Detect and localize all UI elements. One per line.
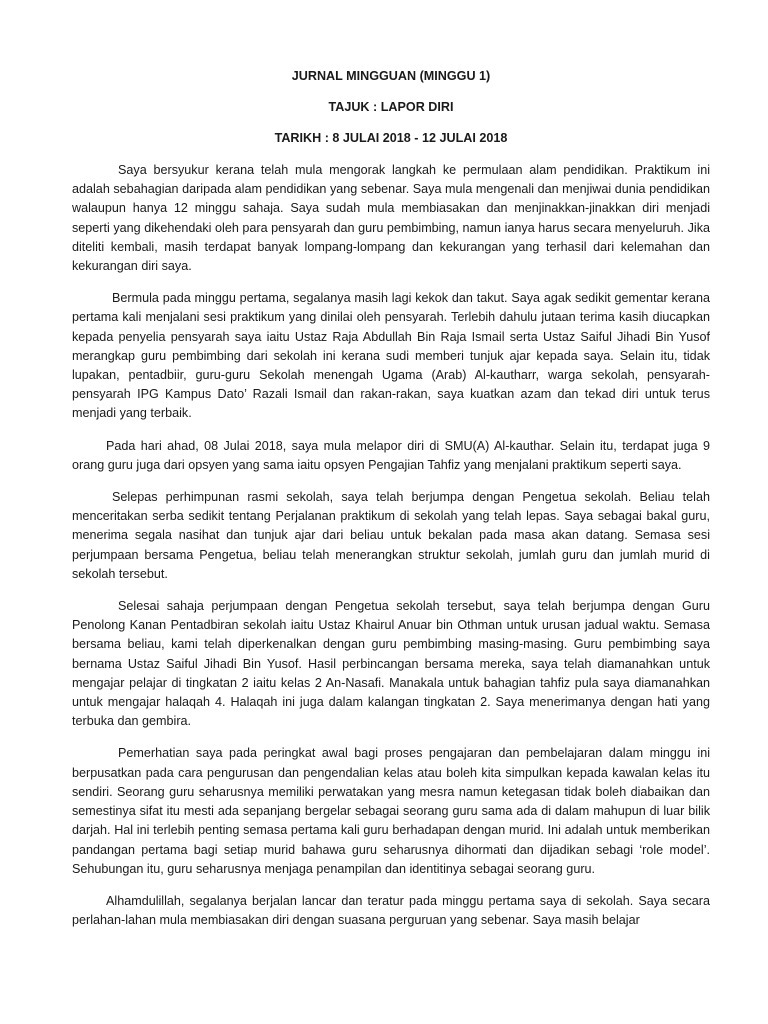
paragraph-1: Saya bersyukur kerana telah mula mengorak langkah ke permulaan alam pendidikan. Praktikum ini adalah sebahagian daripada alam pendidikan yang sebenar. Saya mula mengenali dan menjiwai dunia pendidikan walaupun hanya 12 minggu sahaja. Saya sudah mula membiasakan dan menjinakkan-jinakkan diri menjadi seperti yang dikehendaki oleh para pensyarah dan guru pembimbing, namun ianya harus secara menyeluruh. Jika diteliti kembali, masih terdapat banyak lompang-lompang dan kekurangan yang terhasil dari kelemahan dan kekurangan diri saya. bbox=[72, 163, 710, 274]
paragraph-2: Bermula pada minggu pertama, segalanya masih lagi kekok dan takut. Saya agak sedikit gementar kerana pertama kali menjalani sesi praktikum yang dinilai oleh pensyarah. Terlebih dahulu jutaan terima kasih diucapkan kepada penyelia pensyarah saya iaitu Ustaz Raja Abdullah Bin Raja Ismail serta Ustaz Saiful Jihadi Bin Yusof merangkap guru pembimbing dari sekolah ini kerana sudi memberi tunjuk ajar kepada saya. Selain itu, tidak lupakan, pentadbiir, guru-guru Sekolah menengah Ugama (Arab) Al-kautharr, warga sekolah, pensyarah-pensyarah IPG Kampus Dato’ Razali Ismail dan rakan-rakan, saya kuatkan azam dan tekad diri untuk terus menjadi yang terbaik. bbox=[72, 291, 710, 421]
paragraph-3: Pada hari ahad, 08 Julai 2018, saya mula melapor diri di SMU(A) Al-kauthar. Selain itu, terdapat juga 9 orang guru juga dari opsyen yang sama iaitu opsyen Pengajian Tahfiz yang menjalani praktikum seperti saya. bbox=[72, 438, 710, 472]
journal-title: JURNAL MINGGUAN (MINGGU 1) bbox=[291, 69, 491, 83]
paragraph-6: Pemerhatian saya pada peringkat awal bagi proses pengajaran dan pembelajaran dalam minggu ini berpusatkan pada cara pengurusan dan pengendalian kelas atau boleh kita simpulkan kepada kawalan kelas itu sendiri. Seorang guru seharusnya memiliki perwatakan yang mesra namun ketegasan tidak boleh diabaikan dan semestinya sifat itu mesti ada sepanjang bergelar sebagai seorang guru sama ada di dalam mahupun di luar bilik darjah. Hal ini terlebih penting semasa pertama kali guru berhadapan dengan murid. Ini adalah untuk memberikan pandangan pertama bagi setiap murid bahawa guru seharusnya dihormati dan dijadikan sebagi ‘role model’. Sehubungan itu, guru seharusnya menjaga penampilan dan identitinya sebagai seorang guru. bbox=[72, 746, 710, 876]
paragraph-5: Selesai sahaja perjumpaan dengan Pengetua sekolah tersebut, saya telah berjumpa dengan Guru Penolong Kanan Pentadbiran sekolah iaitu Ustaz Khairul Anuar bin Othman untuk urusan jadual waktu. Semasa bersama beliau, kami telah diperkenalkan dengan guru pembimbing masing-masing. Guru pembimbing saya bernama Ustaz Saiful Jihadi Bin Yusof. Hasil perbincangan bersama mereka, saya telah diamanahkan untuk mengajar pelajar di tingkatan 2 iaitu kelas 2 An-Nasafi. Manakala untuk bahagian tahfiz pula saya diamanahkan untuk mengajar halaqah 4. Halaqah ini juga dalam kalangan tingkatan 2. Saya menerimanya dengan hati yang terbuka dan gembira. bbox=[72, 599, 710, 729]
journal-date: TARIKH : 8 JULAI 2018 - 12 JULAI 2018 bbox=[274, 131, 508, 145]
paragraph-4: Selepas perhimpunan rasmi sekolah, saya telah berjumpa dengan Pengetua sekolah. Beliau telah menceritakan serba sedikit tentang Perjalanan praktikum di sekolah yang telah lepas. Saya sebagai bakal guru, menerima segala nasihat dan tunjuk ajar dari beliau untuk bekalan pada masa akan datang. Semasa sesi perjumpaan bersama Pengetua, beliau telah menerangkan struktur sekolah, jumlah guru dan jumlah murid di sekolah tersebut. bbox=[72, 490, 710, 581]
journal-topic: TAJUK : LAPOR DIRI bbox=[328, 100, 454, 114]
paragraph-7: Alhamdulillah, segalanya berjalan lancar dan teratur pada minggu pertama saya di sekolah. Saya secara perlahan-lahan mula membiasakan diri dengan suasana perguruan yang sebenar. Saya masih belajar bbox=[72, 893, 710, 928]
